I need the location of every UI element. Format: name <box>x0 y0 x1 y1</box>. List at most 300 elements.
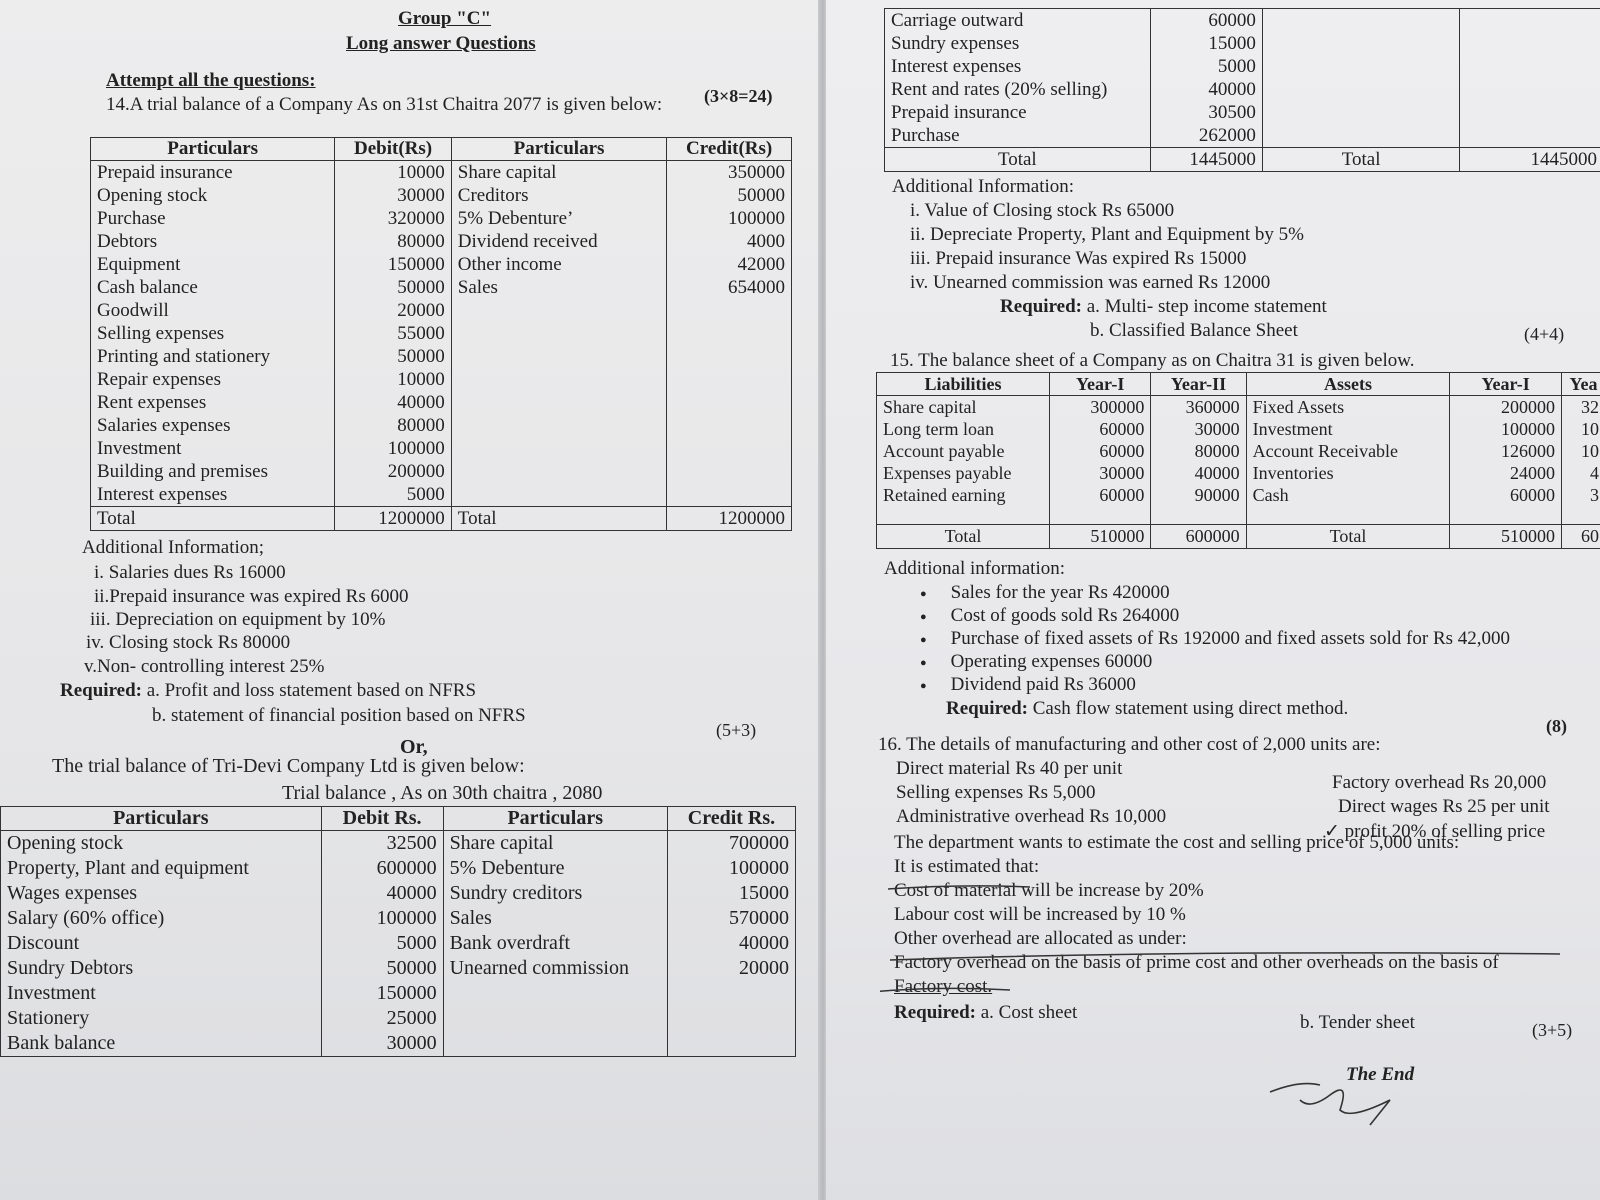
tridevi-credit-particular: Sundry creditors <box>443 881 667 906</box>
q14-credit-particular: Sales <box>451 276 666 299</box>
q14-debit-amount: 50000 <box>335 345 451 368</box>
q14-credit-particular: Other income <box>451 253 666 276</box>
q16-profit: ✓ profit 20% of selling price <box>1324 821 1546 842</box>
table-row <box>877 484 1600 506</box>
q14-debit-amount: 80000 <box>335 414 451 437</box>
cont-empty-amount <box>1460 55 1600 78</box>
q15-intro: 15. The balance sheet of a Company as on Chaitra 31 is given below. <box>890 350 1415 371</box>
q14-additional-1: i. Salaries dues Rs 16000 <box>94 562 286 583</box>
q15-header-assets-year1: Year-I <box>1450 373 1562 396</box>
q14-required-label: Required: <box>60 680 142 701</box>
spacer-cell <box>1246 506 1450 525</box>
q15-asset: Inventories <box>1246 462 1450 484</box>
q16-line-5: Other overhead are allocated as under: <box>894 928 1187 949</box>
table-row <box>91 391 792 414</box>
cont-amount: 15000 <box>1150 32 1262 55</box>
table-row <box>91 161 792 185</box>
q14-credit-particular <box>451 391 666 414</box>
q15-liability-y2: 90000 <box>1151 484 1246 506</box>
table-row <box>877 462 1600 484</box>
tridevi-debit-amount: 100000 <box>321 906 443 931</box>
cont-required <box>1000 296 1327 318</box>
table-row <box>91 414 792 437</box>
cont-total-label: Total <box>885 148 1151 172</box>
cont-amount: 40000 <box>1150 78 1262 101</box>
cont-total-label-2: Total <box>1262 148 1460 172</box>
q14-credit-particular <box>451 437 666 460</box>
table-row <box>91 276 792 299</box>
table-row <box>91 437 792 460</box>
q15-header-year1: Year-I <box>1050 373 1151 396</box>
q14-debit-particular: Cash balance <box>91 276 335 299</box>
q14-debit-amount: 320000 <box>335 207 451 230</box>
cont-additional-3: iii. Prepaid insurance Was expired Rs 15000 <box>910 248 1247 269</box>
q15-liability: Retained earning <box>877 484 1050 506</box>
group-subtitle: Long answer Questions <box>346 33 536 54</box>
q15-liability-y2: 40000 <box>1151 462 1246 484</box>
q15-asset-y2: 10 <box>1561 418 1600 440</box>
q14-credit-amount <box>667 322 792 345</box>
cont-required-a: a. Multi- step income statement <box>1086 296 1327 317</box>
q14-header-debit: Debit(Rs) <box>335 138 451 161</box>
q14-additional-5: v.Non- controlling interest 25% <box>84 656 325 677</box>
q15-balance-sheet-table <box>876 372 1600 549</box>
q16-line-2: It is estimated that: <box>894 856 1040 877</box>
tridevi-debit-amount: 40000 <box>321 881 443 906</box>
cont-required-label: Required: <box>1000 296 1082 317</box>
q15-required-label: Required: <box>946 698 1028 719</box>
cont-empty-amount <box>1460 124 1600 148</box>
q14-debit-particular: Building and premises <box>91 460 335 483</box>
q14-debit-amount: 30000 <box>335 184 451 207</box>
table-row <box>91 483 792 507</box>
tridevi-credit-amount: 20000 <box>667 956 795 981</box>
q14-debit-amount: 100000 <box>335 437 451 460</box>
tridevi-debit-amount: 50000 <box>321 956 443 981</box>
q14-debit-particular: Selling expenses <box>91 322 335 345</box>
cont-empty-particular <box>1262 78 1460 101</box>
tridevi-credit-particular: Sales <box>443 906 667 931</box>
bullet-text: Operating expenses 60000 <box>950 651 1153 672</box>
q15-total-y1: 510000 <box>1050 525 1151 549</box>
q14-credit-particular <box>451 322 666 345</box>
bullet-text: Purchase of fixed assets of Rs 192000 and fixed assets sold for Rs 42,000 <box>950 628 1511 649</box>
table-row <box>885 55 1600 78</box>
the-end: The End <box>1346 1064 1415 1085</box>
tridevi-header-debit: Debit Rs. <box>321 807 443 831</box>
q15-asset-y2: 4 <box>1561 462 1600 484</box>
q14-debit-amount: 200000 <box>335 460 451 483</box>
continued-table-body <box>885 9 1600 172</box>
cont-marks: (4+4) <box>1524 324 1565 344</box>
q14-debit-particular: Purchase <box>91 207 335 230</box>
q15-liability-y1: 60000 <box>1050 440 1151 462</box>
spacer-row <box>877 506 1600 525</box>
total-row <box>877 525 1600 549</box>
cont-empty-amount <box>1460 101 1600 124</box>
q15-total-y2: 600000 <box>1151 525 1246 549</box>
tridevi-credit-amount: 15000 <box>667 881 795 906</box>
q16-line-1: The department wants to estimate the cost and selling price of 5,000 units: <box>894 832 1460 853</box>
q14-header-particulars: Particulars <box>91 138 335 161</box>
q14-credit-particular <box>451 460 666 483</box>
tridevi-debit-amount: 150000 <box>321 981 443 1006</box>
q16-direct-material: Direct material Rs 40 per unit <box>896 758 1123 779</box>
table-row <box>885 101 1600 124</box>
q14-credit-amount <box>667 437 792 460</box>
q14-credit-amount: 350000 <box>667 161 792 185</box>
q15-table-body <box>877 396 1600 549</box>
q16-line-3: Cost of material will be increase by 20% <box>894 880 1204 901</box>
q14-debit-particular: Printing and stationery <box>91 345 335 368</box>
tridevi-credit-particular <box>443 1031 667 1057</box>
table-row <box>91 322 792 345</box>
q14-intro: 14.A trial balance of a Company As on 31st Chaitra 2077 is given below: <box>106 94 663 115</box>
q16-required-label: Required: <box>894 1002 976 1023</box>
q14-debit-amount: 80000 <box>335 230 451 253</box>
table-row <box>91 207 792 230</box>
bullet-icon: ● <box>920 679 927 692</box>
q16-factory-overhead: Factory overhead Rs 20,000 <box>1332 772 1547 793</box>
q14-credit-amount: 42000 <box>667 253 792 276</box>
bullet-icon: ● <box>920 633 927 646</box>
tridevi-debit-particular: Wages expenses <box>1 881 322 906</box>
tridevi-header-credit: Credit Rs. <box>667 807 795 831</box>
q16-selling-expenses: Selling expenses Rs 5,000 <box>896 782 1096 803</box>
q14-header-credit: Credit(Rs) <box>667 138 792 161</box>
tridevi-credit-amount: 700000 <box>667 831 795 857</box>
cont-empty-particular <box>1262 32 1460 55</box>
tridevi-trial-balance-table <box>0 806 796 1057</box>
table-row <box>1 906 796 931</box>
q14-debit-amount: 55000 <box>335 322 451 345</box>
q15-required-text: Cash flow statement using direct method. <box>1032 698 1349 719</box>
q15-marks: (8) <box>1546 716 1567 736</box>
q16-admin-overhead: Administrative overhead Rs 10,000 <box>896 806 1167 827</box>
q14-credit-amount <box>667 414 792 437</box>
q14-credit-amount <box>667 460 792 483</box>
q16-intro: 16. The details of manufacturing and other cost of 2,000 units are: <box>878 734 1381 755</box>
q15-asset: Investment <box>1246 418 1450 440</box>
cont-empty-particular <box>1262 55 1460 78</box>
bullet-text: Dividend paid Rs 36000 <box>950 674 1136 695</box>
q14-marks: (5+3) <box>716 720 757 740</box>
table-row <box>885 32 1600 55</box>
cont-particular: Sundry expenses <box>885 32 1151 55</box>
q15-total-label: Total <box>877 525 1050 549</box>
q15-header-assets-year2: Yea <box>1561 373 1600 396</box>
q14-credit-amount <box>667 299 792 322</box>
q14-debit-particular: Rent expenses <box>91 391 335 414</box>
q15-total-label-2: Total <box>1246 525 1450 549</box>
q14-credit-particular: Creditors <box>451 184 666 207</box>
q14-credit-particular <box>451 368 666 391</box>
q15-liability: Share capital <box>877 396 1050 419</box>
q14-additional-2: ii.Prepaid insurance was expired Rs 6000 <box>94 586 409 607</box>
q14-credit-amount: 100000 <box>667 207 792 230</box>
table-row <box>91 230 792 253</box>
q14-credit-amount <box>667 483 792 507</box>
q14-debit-particular: Salaries expenses <box>91 414 335 437</box>
tridevi-header-particulars: Particulars <box>1 807 322 831</box>
q14-credit-amount: 4000 <box>667 230 792 253</box>
tridevi-credit-amount: 40000 <box>667 931 795 956</box>
tridevi-debit-particular: Investment <box>1 981 322 1006</box>
q16-line-4: Labour cost will be increased by 10 % <box>894 904 1186 925</box>
cont-additional-4: iv. Unearned commission was earned Rs 12000 <box>910 272 1271 293</box>
table-row <box>877 418 1600 440</box>
q14-table-body <box>91 161 792 531</box>
table-row <box>1 1006 796 1031</box>
tridevi-debit-particular: Salary (60% office) <box>1 906 322 931</box>
tridevi-credit-particular: Share capital <box>443 831 667 857</box>
q14-credit-particular: Dividend received <box>451 230 666 253</box>
list-item <box>920 605 1179 627</box>
total-row <box>885 148 1600 172</box>
spacer-cell <box>1561 506 1600 525</box>
cont-additional-1: i. Value of Closing stock Rs 65000 <box>910 200 1175 221</box>
q16-direct-wages: Direct wages Rs 25 per unit <box>1338 796 1550 817</box>
tridevi-credit-particular <box>443 1006 667 1031</box>
q14-header-particulars-2: Particulars <box>451 138 666 161</box>
q15-asset-y1: 200000 <box>1450 396 1562 419</box>
table-row <box>1 981 796 1006</box>
q14-debit-particular: Repair expenses <box>91 368 335 391</box>
cont-empty-particular <box>1262 101 1460 124</box>
total-row <box>91 507 792 531</box>
table-row <box>91 345 792 368</box>
tridevi-credit-amount <box>667 981 795 1006</box>
bullet-icon: ● <box>920 656 927 669</box>
q14-debit-particular: Opening stock <box>91 184 335 207</box>
q15-additional-title: Additional information: <box>884 558 1066 579</box>
list-item <box>920 674 1136 696</box>
q15-asset-y1: 24000 <box>1450 462 1562 484</box>
q14-debit-amount: 150000 <box>335 253 451 276</box>
q15-liability: Account payable <box>877 440 1050 462</box>
tridevi-credit-particular <box>443 981 667 1006</box>
cont-required-b: b. Classified Balance Sheet <box>1090 320 1298 341</box>
spacer-cell <box>1151 506 1246 525</box>
cont-particular: Purchase <box>885 124 1151 148</box>
tridevi-table-body <box>1 831 796 1057</box>
q15-asset-y1: 100000 <box>1450 418 1562 440</box>
marks-total: (3×8=24) <box>704 86 773 106</box>
cont-empty-amount <box>1460 32 1600 55</box>
q14-total-credit: 1200000 <box>667 507 792 531</box>
q14-debit-particular: Goodwill <box>91 299 335 322</box>
q14-debit-amount: 50000 <box>335 276 451 299</box>
table-row <box>91 368 792 391</box>
q14-debit-amount: 5000 <box>335 483 451 507</box>
table-row <box>885 124 1600 148</box>
q14-credit-particular: Share capital <box>451 161 666 185</box>
cont-additional-2: ii. Depreciate Property, Plant and Equipment by 5% <box>910 224 1304 245</box>
q14-credit-particular <box>451 483 666 507</box>
spacer-cell <box>1050 506 1151 525</box>
tridevi-debit-particular: Stationery <box>1 1006 322 1031</box>
table-row <box>1 956 796 981</box>
tridevi-debit-amount: 600000 <box>321 856 443 881</box>
table-row <box>91 184 792 207</box>
q14-required <box>60 680 476 702</box>
cont-amount: 5000 <box>1150 55 1262 78</box>
q14-required-b: b. statement of financial position based on NFRS <box>152 705 526 726</box>
cont-empty-amount <box>1460 9 1600 33</box>
q14-debit-particular: Investment <box>91 437 335 460</box>
group-title: Group "C" <box>398 8 492 29</box>
q15-asset: Account Receivable <box>1246 440 1450 462</box>
cont-particular: Interest expenses <box>885 55 1151 78</box>
q14-debit-particular: Interest expenses <box>91 483 335 507</box>
q14-credit-particular <box>451 414 666 437</box>
tridevi-debit-amount: 30000 <box>321 1031 443 1057</box>
q14-required-a: a. Profit and loss statement based on NFRS <box>146 680 477 701</box>
q15-liability-y1: 60000 <box>1050 484 1151 506</box>
tridevi-debit-particular: Bank balance <box>1 1031 322 1057</box>
tridevi-debit-particular: Opening stock <box>1 831 322 857</box>
table-row <box>1 881 796 906</box>
q15-header-year2: Year-II <box>1151 373 1246 396</box>
q14-debit-amount: 20000 <box>335 299 451 322</box>
q14-credit-particular <box>451 345 666 368</box>
q15-total-asset-y1: 510000 <box>1450 525 1562 549</box>
table-row <box>1 856 796 881</box>
q15-asset-y2: 32 <box>1561 396 1600 419</box>
q15-liability: Long term loan <box>877 418 1050 440</box>
q15-header-assets: Assets <box>1246 373 1450 396</box>
tridevi-credit-particular: Unearned commission <box>443 956 667 981</box>
q14-debit-amount: 10000 <box>335 368 451 391</box>
q14-additional-4: iv. Closing stock Rs 80000 <box>86 632 291 653</box>
q15-asset-y2: 3 <box>1561 484 1600 506</box>
tridevi-credit-amount <box>667 1031 795 1057</box>
q15-asset: Fixed Assets <box>1246 396 1450 419</box>
or-divider: Or, <box>400 736 428 758</box>
q14-total-label: Total <box>91 507 335 531</box>
tridevi-intro: The trial balance of Tri-Devi Company Ltd is given below: <box>52 755 525 777</box>
cont-particular: Rent and rates (20% selling) <box>885 78 1151 101</box>
cont-total-credit: 1445000 <box>1460 148 1600 172</box>
q14-credit-amount <box>667 391 792 414</box>
q15-asset-y1: 60000 <box>1450 484 1562 506</box>
q14-additional-3: iii. Depreciation on equipment by 10% <box>90 609 386 630</box>
attempt-instruction: Attempt all the questions: <box>106 70 316 91</box>
bullet-icon: ● <box>920 610 927 623</box>
tridevi-credit-amount: 100000 <box>667 856 795 881</box>
cont-total-debit: 1445000 <box>1150 148 1262 172</box>
table-row <box>885 78 1600 101</box>
q15-liability-y1: 30000 <box>1050 462 1151 484</box>
q15-liability-y2: 80000 <box>1151 440 1246 462</box>
spacer-cell <box>877 506 1050 525</box>
table-row <box>885 9 1600 33</box>
tridevi-caption: Trial balance , As on 30th chaitra , 2080 <box>282 782 603 804</box>
q14-credit-amount <box>667 345 792 368</box>
table-row <box>1 931 796 956</box>
q14-credit-amount <box>667 368 792 391</box>
q15-header-liabilities: Liabilities <box>877 373 1050 396</box>
table-row <box>91 460 792 483</box>
tridevi-debit-particular: Property, Plant and equipment <box>1 856 322 881</box>
q15-asset: Cash <box>1246 484 1450 506</box>
q14-credit-amount: 50000 <box>667 184 792 207</box>
q15-liability-y1: 60000 <box>1050 418 1151 440</box>
q15-required <box>946 698 1348 720</box>
table-row <box>91 253 792 276</box>
q14-additional-title: Additional Information; <box>82 537 265 558</box>
q14-total-label-2: Total <box>451 507 666 531</box>
tridevi-credit-amount: 570000 <box>667 906 795 931</box>
tridevi-credit-particular: 5% Debenture <box>443 856 667 881</box>
continued-trial-balance-table <box>884 8 1600 172</box>
bullet-text: Sales for the year Rs 420000 <box>950 582 1170 603</box>
table-row <box>1 1031 796 1057</box>
tridevi-header-particulars-2: Particulars <box>443 807 667 831</box>
cont-amount: 30500 <box>1150 101 1262 124</box>
handwritten-annotations <box>880 880 1600 1200</box>
table-row <box>1 831 796 857</box>
cont-particular: Carriage outward <box>885 9 1151 33</box>
q14-debit-particular: Debtors <box>91 230 335 253</box>
spacer-cell <box>1450 506 1562 525</box>
bullet-icon: ● <box>920 587 927 600</box>
tridevi-debit-amount: 32500 <box>321 831 443 857</box>
cont-additional-title: Additional Information: <box>892 176 1075 197</box>
tridevi-debit-amount: 5000 <box>321 931 443 956</box>
q14-credit-particular: 5% Debenture’ <box>451 207 666 230</box>
cont-empty-particular <box>1262 124 1460 148</box>
tridevi-debit-amount: 25000 <box>321 1006 443 1031</box>
cont-particular: Prepaid insurance <box>885 101 1151 124</box>
q14-credit-amount: 654000 <box>667 276 792 299</box>
q14-trial-balance-table <box>90 137 792 531</box>
bullet-text: Cost of goods sold Rs 264000 <box>950 605 1180 626</box>
q14-total-debit: 1200000 <box>335 507 451 531</box>
tridevi-credit-amount <box>667 1006 795 1031</box>
list-item <box>920 582 1170 604</box>
q14-credit-particular <box>451 299 666 322</box>
list-item <box>920 651 1152 673</box>
q16-required-a: a. Cost sheet <box>980 1002 1078 1023</box>
q15-total-asset-y2: 60 <box>1561 525 1600 549</box>
tridevi-credit-particular: Bank overdraft <box>443 931 667 956</box>
q14-debit-amount: 10000 <box>335 161 451 185</box>
cont-amount: 60000 <box>1150 9 1262 33</box>
table-row <box>877 396 1600 419</box>
q16-line-7: Factory cost. <box>894 976 993 997</box>
q14-debit-particular: Equipment <box>91 253 335 276</box>
cont-empty-particular <box>1262 9 1460 33</box>
q15-liability: Expenses payable <box>877 462 1050 484</box>
tridevi-debit-particular: Sundry Debtors <box>1 956 322 981</box>
q16-line-6: Factory overhead on the basis of prime cost and other overheads on the basis of <box>894 952 1499 973</box>
q15-liability-y2: 360000 <box>1151 396 1246 419</box>
cont-amount: 262000 <box>1150 124 1262 148</box>
q15-liability-y2: 30000 <box>1151 418 1246 440</box>
q14-debit-particular: Prepaid insurance <box>91 161 335 185</box>
q15-liability-y1: 300000 <box>1050 396 1151 419</box>
table-row <box>877 440 1600 462</box>
q16-marks: (3+5) <box>1532 1020 1573 1040</box>
q15-asset-y2: 10 <box>1561 440 1600 462</box>
table-row <box>91 299 792 322</box>
tridevi-debit-particular: Discount <box>1 931 322 956</box>
cont-empty-amount <box>1460 78 1600 101</box>
q16-required-b: b. Tender sheet <box>1300 1012 1415 1033</box>
q15-asset-y1: 126000 <box>1450 440 1562 462</box>
list-item <box>920 628 1510 650</box>
